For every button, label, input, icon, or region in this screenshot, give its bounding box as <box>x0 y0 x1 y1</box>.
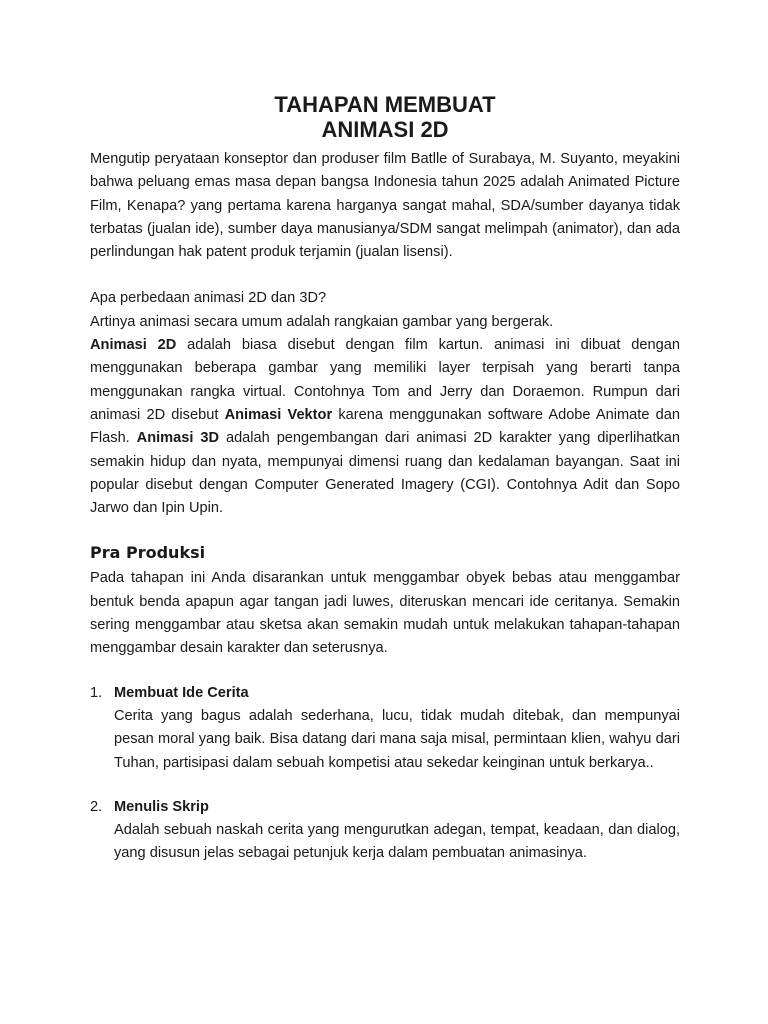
list-item-body: Cerita yang bagus adalah sederhana, lucu, tidak mudah ditebak, dan mempunyai pesan moral yang baik. Bisa datang dari mana saja misal, permintaan klien, wahyu dari Tuhan, partisipasi dalam sebuah kompetisi atau sekedar keinginan untuk berkarya.. <box>114 707 680 771</box>
term-animasi-3d: Animasi 3D <box>136 430 220 447</box>
intro-paragraph: Mengutip peryataan konseptor dan produser film Batlle of Surabaya, M. Suyanto, meyakini bahwa peluang emas masa depan bangsa Indonesia tahun 2025 adalah Animated Picture Film, Kenapa? yang pertama karena harganya sangat mahal, SDA/sumber dayanya tidak terbatas (jualan ide), sumber daya manusianya/SDM sangat melimpah (animator), dan ada perlindungan hak patent produk terjamin (jualan lisensi). <box>90 151 680 261</box>
list-item-heading: Membuat Ide Cerita <box>114 684 249 701</box>
section-intro: Pada tahapan ini Anda disarankan untuk menggambar obyek bebas atau menggambar bentuk benda apapun agar tangan jadi luwes, diteruskan mencari ide ceritanya. Semakin sering menggambar atau sketsa akan semakin mudah untuk melakukan tahapan-tahapan menggambar desain karakter dan seterusnya. <box>90 570 680 657</box>
section-heading: Pra Produksi <box>90 543 206 563</box>
list-number: 2. <box>90 798 103 815</box>
question-line: Apa perbedaan animasi 2D dan 3D? <box>90 290 327 307</box>
term-animasi-2d: Animasi 2D <box>90 337 177 354</box>
steps-list <box>90 682 680 866</box>
comparison-text-3: adalah pengembangan dari animasi 2D karakter yang diperlihatkan semakin hidup dan nyata, mempunyai dimensi ruang dan kedalaman bayangan. Saat ini popular disebut dengan Computer Generated Imagery (CGI). Contohnya Adit dan Sopo Jarwo dan Ipin Upin. <box>90 430 681 517</box>
comparison-text-2: karena menggunakan software Adobe Animate dan Flash. <box>90 406 680 447</box>
comparison-paragraph <box>90 334 680 520</box>
term-animasi-vektor: Animasi Vektor <box>224 406 333 423</box>
title-line-2: ANIMASI 2D <box>321 117 449 142</box>
title-line-1: TAHAPAN MEMBUAT <box>274 92 496 117</box>
list-item-heading: Menulis Skrip <box>114 798 209 815</box>
document-title <box>90 92 680 142</box>
paragraph-gap <box>90 264 680 287</box>
list-item <box>90 796 680 866</box>
list-number: 1. <box>90 684 103 701</box>
list-item-body: Adalah sebuah naskah cerita yang mengurutkan adegan, tempat, keadaan, dan dialog, yang disusun jelas sebagai petunjuk kerja dalam pembuatan animasinya. <box>114 822 680 862</box>
comparison-text-1: adalah biasa disebut dengan film kartun. animasi ini dibuat dengan menggunakan beberapa gambar yang memiliki layer terpisah yang berarti tanpa menggunakan rangka virtual. Contohnya Tom and Jerry dan Doraemon. Rumpun dari animasi 2D disebut <box>90 337 680 423</box>
definition-line: Artinya animasi secara umum adalah rangkaian gambar yang bergerak. <box>90 313 554 330</box>
list-item <box>90 682 680 775</box>
